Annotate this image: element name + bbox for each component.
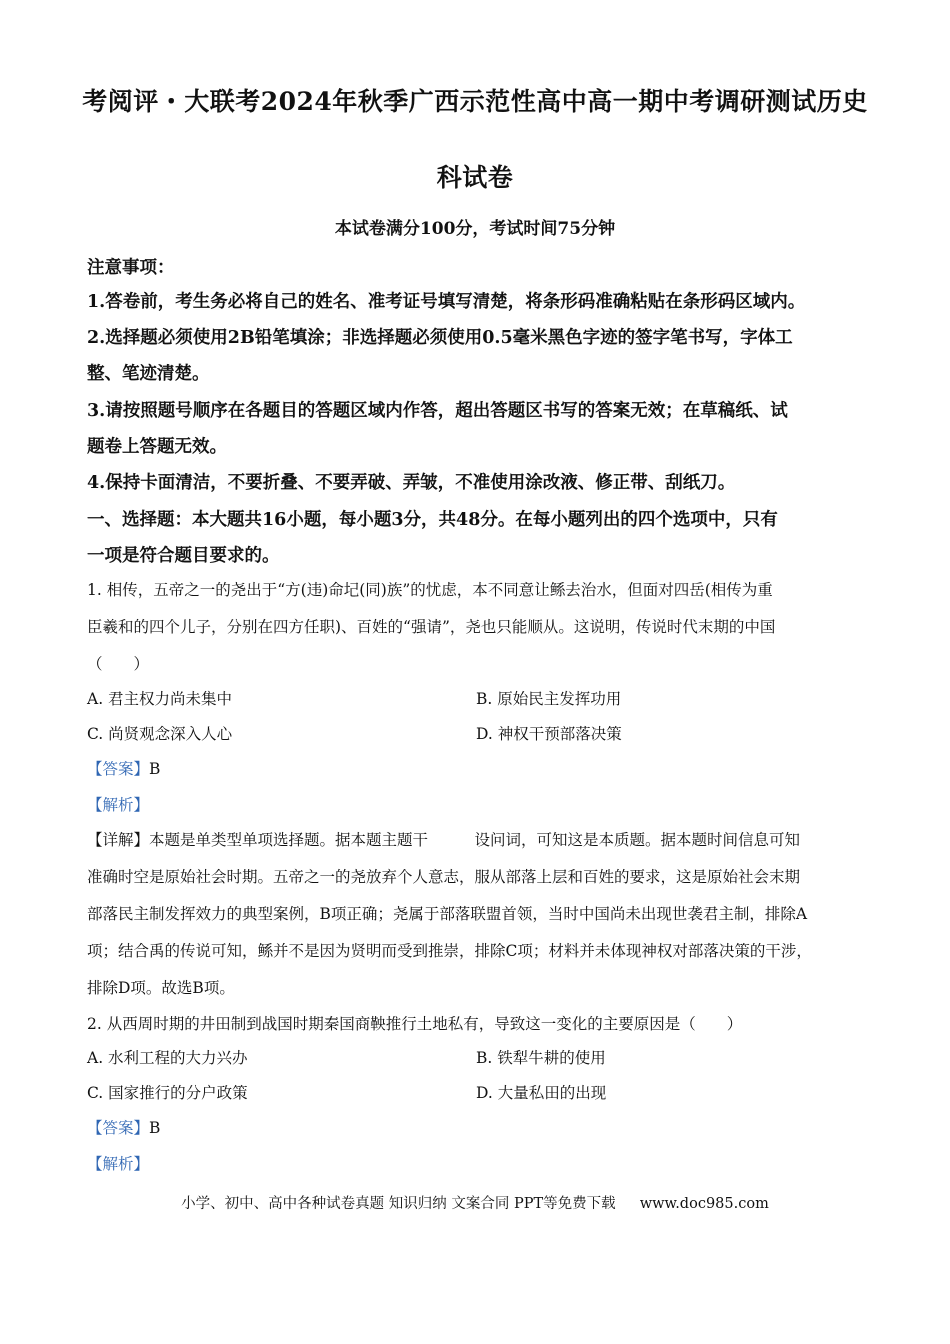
question-2-option-c: C. 国家推行的分户政策 (87, 1084, 248, 1102)
question-1-analysis-tag: 【解析】 (87, 796, 150, 814)
section-heading: 一、选择题：本大题共16小题，每小题3分，共48分。在每小题列出的四个选项中，只有 (87, 510, 778, 530)
exam-subtitle: 本试卷满分100分，考试时间75分钟 (334, 219, 616, 239)
detail-tag: 【详解】 (87, 831, 150, 849)
question-2-stem: 2. 从西周时期的井田制到战国时期秦国商鞅推行土地私有，导致这一变化的主要原因是（ ） (87, 1015, 743, 1033)
question-1-detail: 排除D项。故选B项。 (87, 979, 235, 997)
question-2-option-a: A. 水利工程的大力兴办 (87, 1049, 248, 1067)
question-2-option-d: D. 大量私田的出现 (476, 1084, 607, 1102)
question-1-option-d: D. 神权干预部落决策 (476, 725, 622, 743)
answer-value: B (149, 1119, 161, 1137)
question-1-stem: 1. 相传，五帝之一的尧出于“方(违)命圮(同)族”的忧虑，本不同意让鲧去治水，但面对四岳(相传为重 (87, 581, 773, 599)
notice-line: 2.选择题必须使用2B铅笔填涂；非选择题必须使用0.5毫米黑色字迹的签字笔书写，字体工 (87, 328, 793, 348)
exam-title-line-1: 考阅评・大联考2024年秋季广西示范性高中高一期中考调研测试历史 (82, 87, 868, 116)
notice-line: 4.保持卡面清洁，不要折叠、不要弄破、弄皱，不准使用涂改液、修正带、刮纸刀。 (87, 473, 736, 493)
question-1-stem: （ ） (87, 655, 150, 673)
answer-tag: 【答案】 (87, 1119, 150, 1137)
answer-tag: 【答案】 (87, 760, 150, 778)
footer-text: 小学、初中、高中各种试卷真题 知识归纳 文案合同 PPT等免费下载 (181, 1196, 616, 1212)
exam-title-line-2: 科试卷 (436, 163, 514, 192)
footer-link[interactable]: www.doc985.com (639, 1196, 769, 1212)
question-1-option-a: A. 君主权力尚未集中 (87, 690, 233, 708)
question-1-stem: 臣羲和的四个儿子，分别在四方任职)、百姓的“强请”，尧也只能顺从。这说明，传说时代末期的中国 (87, 618, 776, 636)
notice-line: 3.请按照题号顺序在各题目的答题区域内作答，超出答题区书写的答案无效；在草稿纸、试 (87, 401, 788, 421)
notice-heading: 注意事项： (87, 258, 175, 278)
question-2-option-b: B. 铁犁牛耕的使用 (476, 1049, 606, 1067)
question-1-option-b: B. 原始民主发挥功用 (476, 690, 622, 708)
question-1-detail: 部落民主制发挥效力的典型案例，B项正确；尧属于部落联盟首领，当时中国尚未出现世袭君主制，排除A (87, 905, 808, 923)
notice-line: 1.答卷前，考生务必将自己的姓名、准考证号填写清楚，将条形码准确粘贴在条形码区域内。 (87, 292, 806, 312)
page-footer (0, 1192, 950, 1213)
section-heading: 一项是符合题目要求的。 (87, 546, 280, 566)
question-1-answer (87, 757, 160, 779)
notice-line: 题卷上答题无效。 (87, 437, 227, 457)
question-1-option-c: C. 尚贤观念深入人心 (87, 725, 233, 743)
answer-value: B (149, 760, 161, 778)
notice-line: 整、笔迹清楚。 (87, 364, 210, 384)
question-2-analysis-tag: 【解析】 (87, 1155, 150, 1173)
question-1-detail: 【详解】本题是单类型单项选择题。据本题主题干 设问词，可知这是本质题。据本题时间信息可知 (87, 831, 801, 849)
question-1-detail: 项；结合禹的传说可知，鲧并不是因为贤明而受到推崇，排除C项；材料并未体现神权对部落决策的干涉， (87, 942, 812, 960)
question-1-detail: 准确时空是原始社会时期。五帝之一的尧放弃个人意志，服从部落上层和百姓的要求，这是原始社会末期 (87, 868, 801, 886)
question-2-answer (87, 1116, 160, 1138)
